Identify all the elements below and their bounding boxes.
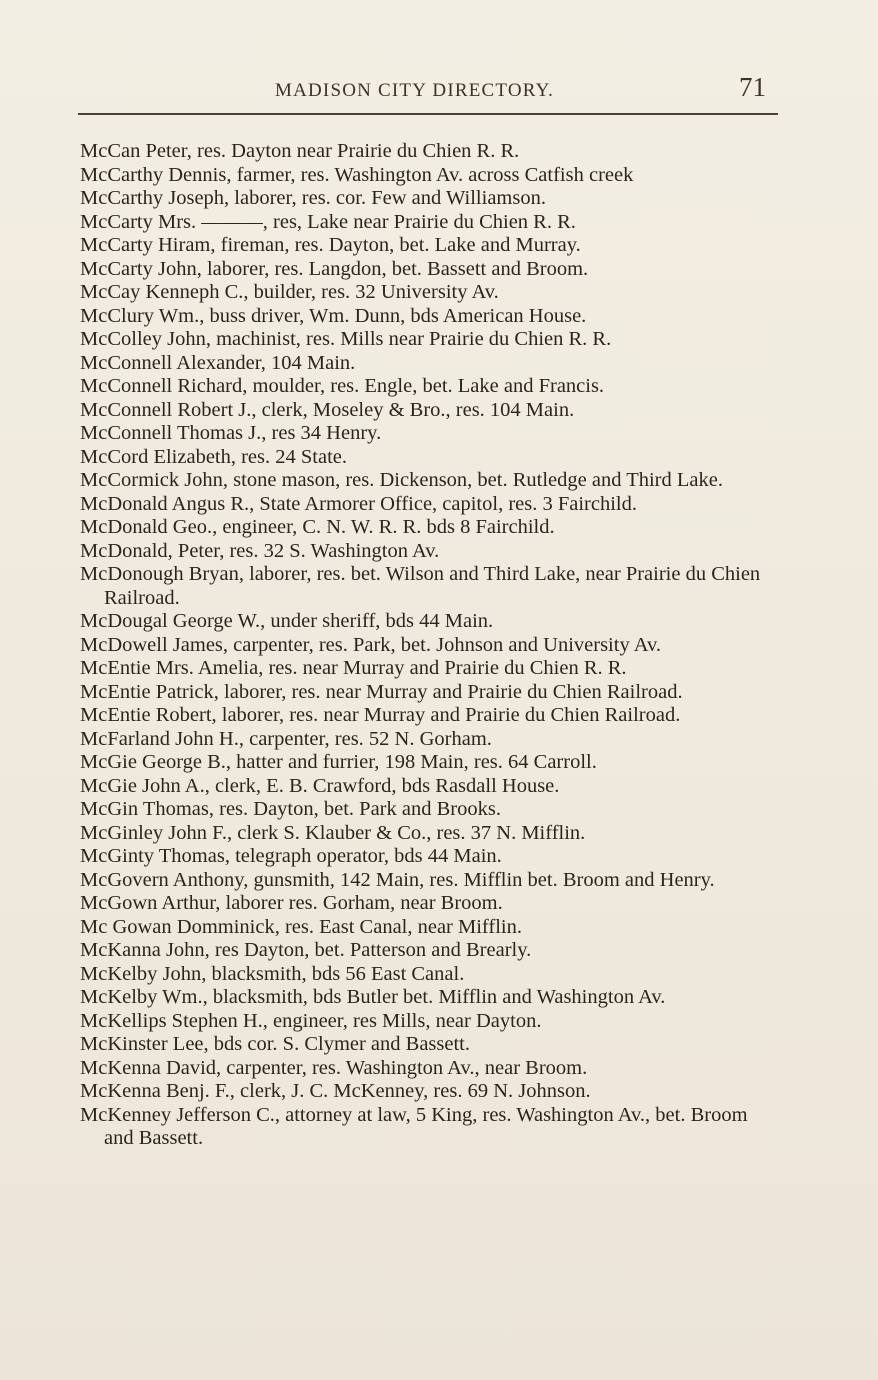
directory-entry: McCan Peter, res. Dayton near Prairie du Chien R. R. (80, 140, 520, 162)
directory-entry: McGin Thomas, res. Dayton, bet. Park and Brooks. (80, 798, 501, 820)
directory-entry: McCarthy Dennis, farmer, res. Washington Av. across Catfish creek (80, 163, 634, 186)
directory-entry: McConnell Robert J., clerk, Moseley & Bro., res. 104 Main. (80, 398, 575, 421)
directory-entry: McKenney Jefferson C., attorney at law, 5 King, res. Washington Av., bet. Broom and Bassett. (80, 1103, 748, 1149)
directory-entry: McCarty Hiram, fireman, res. Dayton, bet. Lake and Murray. (80, 234, 581, 256)
directory-entry: McGinley John F., clerk S. Klauber & Co., res. 37 N. Mifflin. (80, 821, 586, 844)
directory-entry: McConnell Thomas J., res 34 Henry. (80, 422, 382, 444)
directory-entry: McCormick John, stone mason, res. Dickenson, bet. Rutledge and Third Lake. (80, 469, 723, 491)
directory-entry: McGinty Thomas, telegraph operator, bds 44 Main. (80, 845, 502, 867)
directory-entry: McGown Arthur, laborer res. Gorham, near Broom. (80, 892, 503, 914)
directory-entry: McDonald Angus R., State Armorer Office, capitol, res. 3 Fairchild. (80, 492, 637, 515)
directory-entry: McDougal George W., under sheriff, bds 44 Main. (80, 610, 494, 632)
directory-entry: McKenna Benj. F., clerk, J. C. McKenney, res. 69 N. Johnson. (80, 1080, 591, 1102)
directory-entry: McEntie Mrs. Amelia, res. near Murray and Prairie du Chien R. R. (80, 657, 627, 679)
directory-entry: McConnell Richard, moulder, res. Engle, bet. Lake and Francis. (80, 375, 605, 397)
directory-entry: McKelby Wm., blacksmith, bds Butler bet. Mifflin and Washington Av. (80, 986, 666, 1008)
directory-entry: McDonald, Peter, res. 32 S. Washington Av. (80, 539, 440, 562)
directory-entry: McDonald Geo., engineer, C. N. W. R. R. bds 8 Fairchild. (80, 516, 555, 538)
directory-entry: McGie John A., clerk, E. B. Crawford, bds Rasdall House. (80, 774, 560, 797)
header-rule (78, 113, 778, 115)
directory-entry: McConnell Alexander, 104 Main. (80, 351, 356, 374)
directory-entry: McKellips Stephen H., engineer, res Mills, near Dayton. (80, 1009, 542, 1032)
directory-entry: McKinster Lee, bds cor. S. Clymer and Bassett. (80, 1033, 471, 1055)
directory-entries (80, 140, 780, 1151)
directory-entry: McCarthy Joseph, laborer, res. cor. Few and Williamson. (80, 187, 546, 209)
directory-entry: McCay Kenneph C., builder, res. 32 University Av. (80, 281, 499, 303)
directory-entry: McGie George B., hatter and furrier, 198 Main, res. 64 Carroll. (80, 751, 597, 773)
directory-entry: McKelby John, blacksmith, bds 56 East Canal. (80, 962, 465, 985)
directory-entry: McDonough Bryan, laborer, res. bet. Wilson and Third Lake, near Prairie du Chien Railroad. (80, 563, 761, 609)
directory-entry: McColley John, machinist, res. Mills near Prairie du Chien R. R. (80, 328, 612, 350)
page-number: 71 (739, 72, 766, 102)
directory-entry: McCord Elizabeth, res. 24 State. (80, 445, 348, 468)
directory-entry: McEntie Patrick, laborer, res. near Murray and Prairie du Chien Railroad. (80, 680, 683, 703)
directory-entry: McClury Wm., buss driver, Wm. Dunn, bds American House. (80, 304, 587, 327)
directory-entry: McDowell James, carpenter, res. Park, bet. Johnson and University Av. (80, 633, 662, 656)
directory-entry: McKenna David, carpenter, res. Washington Av., near Broom. (80, 1056, 588, 1079)
directory-entry: Mc Gowan Domminick, res. East Canal, near Mifflin. (80, 915, 522, 938)
directory-entry: McKanna John, res Dayton, bet. Patterson and Brearly. (80, 939, 532, 961)
directory-entry: McFarland John H., carpenter, res. 52 N. Gorham. (80, 727, 492, 750)
directory-entry: McCarty John, laborer, res. Langdon, bet. Bassett and Broom. (80, 257, 589, 280)
directory-entry: McEntie Robert, laborer, res. near Murray and Prairie du Chien Railroad. (80, 704, 681, 726)
directory-entry: McGovern Anthony, gunsmith, 142 Main, res. Mifflin bet. Broom and Henry. (80, 868, 715, 891)
page-header (60, 70, 818, 106)
running-title: MADISON CITY DIRECTORY. (275, 80, 555, 101)
directory-entry: McCarty Mrs. ———, res, Lake near Prairie du Chien R. R. (80, 210, 576, 233)
